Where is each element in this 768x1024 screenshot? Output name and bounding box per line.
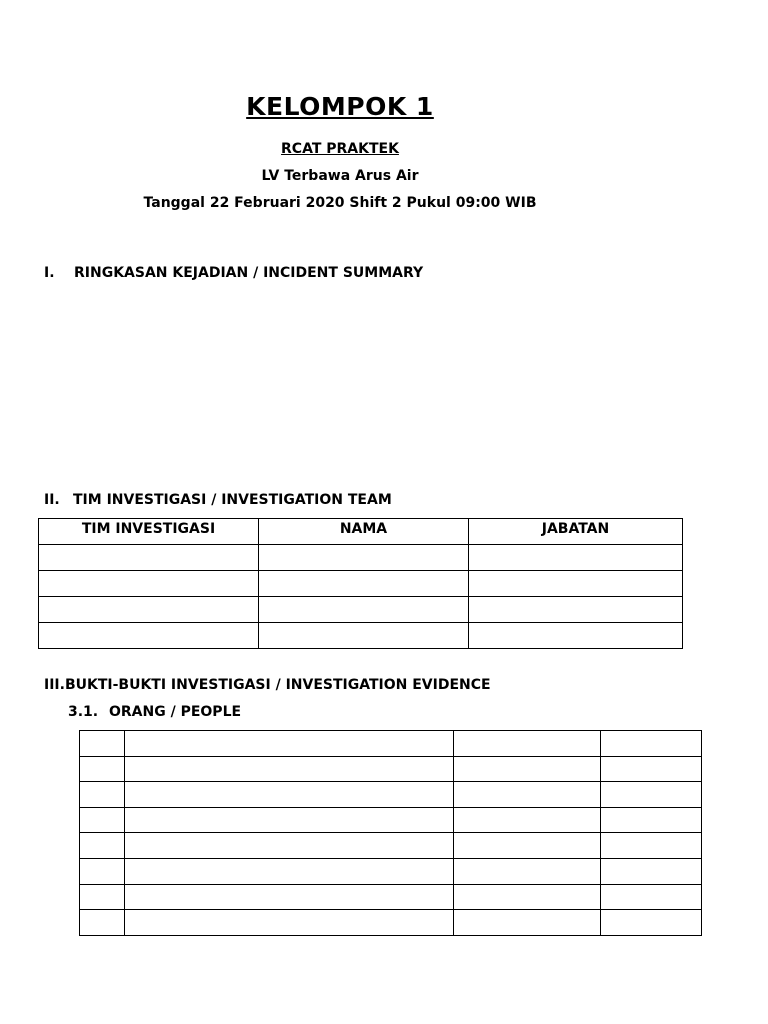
- table-cell[interactable]: [125, 731, 454, 757]
- table-cell[interactable]: [454, 782, 601, 808]
- table-row: [80, 858, 702, 884]
- table-cell[interactable]: [259, 545, 469, 571]
- table-row: [80, 756, 702, 782]
- table-cell[interactable]: [80, 833, 125, 859]
- investigation-team-table: [38, 518, 683, 649]
- table-row: [80, 731, 702, 757]
- table-cell[interactable]: [125, 807, 454, 833]
- table-row: [80, 807, 702, 833]
- table-cell[interactable]: [454, 731, 601, 757]
- table-cell[interactable]: [601, 833, 702, 859]
- section-summary-heading: [44, 265, 423, 281]
- table-cell[interactable]: [39, 597, 259, 623]
- section-number: II.: [44, 492, 60, 508]
- table-cell[interactable]: [125, 884, 454, 910]
- table-cell[interactable]: [601, 858, 702, 884]
- table-cell[interactable]: [601, 782, 702, 808]
- table-header-row: [39, 519, 683, 545]
- table-cell[interactable]: [454, 884, 601, 910]
- table-cell[interactable]: [469, 623, 683, 649]
- table-cell[interactable]: [80, 782, 125, 808]
- table-cell[interactable]: [469, 571, 683, 597]
- subsection-title: ORANG / PEOPLE: [109, 704, 242, 720]
- table-cell[interactable]: [454, 833, 601, 859]
- table-cell[interactable]: [469, 545, 683, 571]
- table-cell[interactable]: [601, 910, 702, 936]
- table-cell[interactable]: [601, 731, 702, 757]
- table-cell[interactable]: [601, 884, 702, 910]
- table-cell[interactable]: [601, 807, 702, 833]
- section-team-heading: [44, 492, 392, 508]
- table-row: [80, 833, 702, 859]
- table-cell[interactable]: [80, 910, 125, 936]
- section-title: TIM INVESTIGASI / INVESTIGATION TEAM: [73, 492, 392, 508]
- event-name: LV Terbawa Arus Air: [261, 168, 419, 184]
- table-cell[interactable]: [454, 858, 601, 884]
- table-cell[interactable]: [125, 756, 454, 782]
- table-cell[interactable]: [454, 807, 601, 833]
- table-cell[interactable]: [125, 833, 454, 859]
- column-header: TIM INVESTIGASI: [39, 519, 259, 545]
- table-cell[interactable]: [125, 858, 454, 884]
- table-row: [80, 782, 702, 808]
- table-cell[interactable]: [125, 910, 454, 936]
- table-cell[interactable]: [80, 731, 125, 757]
- table-cell[interactable]: [259, 623, 469, 649]
- table-cell[interactable]: [259, 571, 469, 597]
- table-cell[interactable]: [80, 756, 125, 782]
- table-cell[interactable]: [125, 782, 454, 808]
- subsection-number: 3.1.: [68, 704, 99, 720]
- column-header: JABATAN: [469, 519, 683, 545]
- table-cell[interactable]: [80, 858, 125, 884]
- table-cell[interactable]: [39, 623, 259, 649]
- table-cell[interactable]: [39, 545, 259, 571]
- section-evidence-heading: [44, 677, 491, 693]
- section-number: III.: [44, 677, 65, 693]
- document-title: KELOMPOK 1: [246, 92, 434, 121]
- people-evidence-table: [79, 730, 702, 936]
- table-cell[interactable]: [454, 910, 601, 936]
- table-cell[interactable]: [80, 807, 125, 833]
- document-subtitle: RCAT PRAKTEK: [281, 141, 399, 157]
- table-row: [39, 571, 683, 597]
- table-cell[interactable]: [259, 597, 469, 623]
- table-row: [39, 623, 683, 649]
- section-title: RINGKASAN KEJADIAN / INCIDENT SUMMARY: [74, 265, 424, 281]
- section-number: I.: [44, 265, 55, 281]
- section-title: BUKTI-BUKTI INVESTIGASI / INVESTIGATION EVIDENCE: [64, 677, 491, 693]
- table-cell[interactable]: [80, 884, 125, 910]
- subsection-people-heading: [68, 704, 241, 720]
- date-line: Tanggal 22 Februari 2020 Shift 2 Pukul 09:00 WIB: [143, 195, 537, 211]
- column-header: NAMA: [259, 519, 469, 545]
- table-cell[interactable]: [469, 597, 683, 623]
- table-cell[interactable]: [39, 571, 259, 597]
- table-cell[interactable]: [601, 756, 702, 782]
- table-row: [39, 545, 683, 571]
- table-row: [39, 597, 683, 623]
- table-row: [80, 910, 702, 936]
- table-row: [80, 884, 702, 910]
- table-cell[interactable]: [454, 756, 601, 782]
